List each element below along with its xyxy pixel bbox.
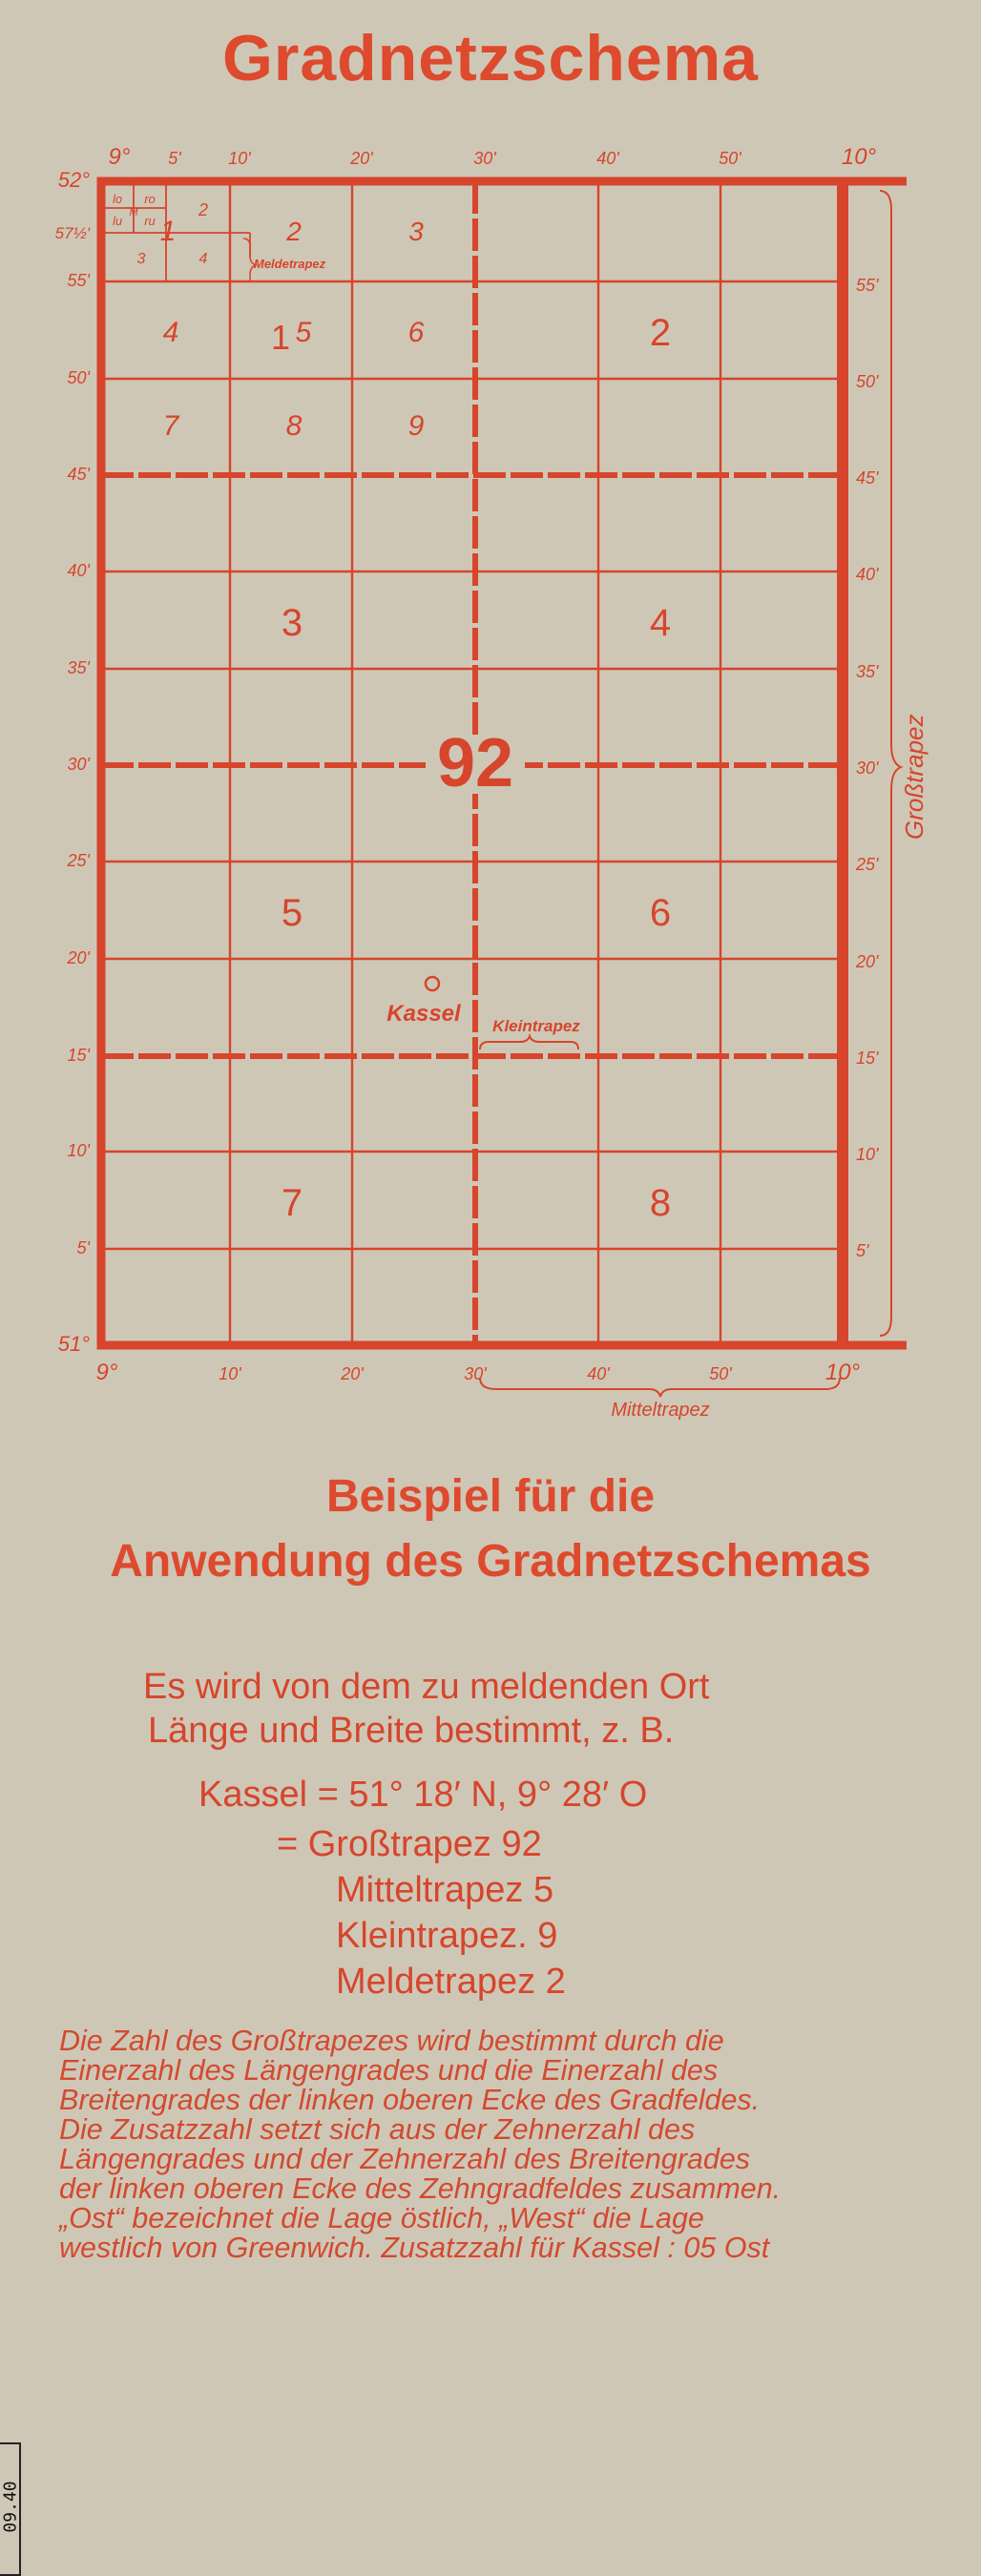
kleintrapez-number: 2: [286, 217, 302, 246]
lat-label-right: 5': [856, 1241, 869, 1260]
lon-label-top: 30': [473, 149, 496, 168]
lon-label-top: 40': [596, 149, 619, 168]
meldetrapez-corner-label: lu: [112, 214, 123, 228]
example-result-mitteltrapez: Mitteltrapez 5: [336, 1870, 554, 1910]
example-result-grosstrapez: = Großtrapez 92: [277, 1824, 542, 1864]
lon-label-top: 10': [228, 149, 251, 168]
lat-label-left: 25': [67, 851, 90, 870]
lon-label-bottom: 30': [464, 1364, 487, 1383]
mitteltrapez-number: 4: [649, 602, 672, 644]
lon-label-bottom: 9°: [95, 1360, 118, 1385]
lat-label-left: 30': [67, 755, 90, 774]
kleintrapez-number: 1: [159, 216, 177, 247]
kleintrapez-number: 3: [408, 217, 424, 246]
grosstrapez-label: Großtrapez: [900, 714, 929, 840]
lon-label-bottom: 20': [341, 1364, 364, 1383]
lat-label-left: 55': [67, 271, 90, 290]
meldetrapez-corner-label: lo: [112, 192, 123, 206]
kleintrapez-number: 7: [162, 410, 179, 442]
lat-label-left: 50': [67, 368, 90, 387]
meldetrapez-corner-label: ru: [144, 214, 156, 228]
lon-label-bottom: 10': [219, 1364, 241, 1383]
lon-label-top: 50': [719, 149, 741, 168]
lon-label-bottom: 10°: [824, 1360, 861, 1385]
lon-label-bottom: 50': [709, 1364, 732, 1383]
lat-label-right: 10': [856, 1145, 879, 1164]
lon-label-top: 9°: [108, 144, 131, 170]
lat-label-left: 57½': [54, 224, 90, 242]
note-line: Die Zusatzzahl setzt sich aus der Zehnerzahl des: [59, 2113, 696, 2146]
mitteltrapez-number: 3: [281, 602, 303, 644]
lat-label-right: 30': [856, 758, 879, 778]
lat-label-left: 5': [76, 1238, 90, 1257]
example-heading-line1: Beispiel für die: [325, 1471, 656, 1522]
kleintrapez-label: Kleintrapez: [492, 1017, 580, 1035]
grosstrapez-bracket: [880, 191, 901, 1336]
mitteltrapez-bracket: [480, 1378, 840, 1397]
lat-label-left: 35': [67, 658, 90, 677]
lon-label-bottom: 40': [587, 1364, 610, 1383]
lat-label-left: 15': [67, 1046, 90, 1065]
lat-label-right: 40': [856, 565, 879, 584]
note-line: der linken oberen Ecke des Zehngradfeldes zusammen.: [59, 2172, 782, 2205]
kleintrapez-number: 8: [285, 410, 303, 442]
lat-label-right: 25': [856, 855, 879, 874]
kleintrapez-number: 1: [270, 318, 291, 357]
example-intro-line2: Länge und Breite bestimmt, z. B.: [148, 1711, 675, 1751]
mitteltrapez-number: 7: [281, 1182, 303, 1224]
lon-label-top: 10°: [841, 144, 877, 170]
example-intro-line1: Es wird von dem zu meldenden Ort: [143, 1667, 710, 1707]
lat-label-right: 55': [856, 276, 879, 295]
example-result-meldetrapez: Meldetrapez 2: [336, 1962, 566, 2002]
kassel-label: Kassel: [386, 1001, 461, 1027]
meldetrapez-number: 4: [198, 251, 208, 267]
kleintrapez-number: 6: [407, 317, 425, 348]
explanation-note: [59, 2026, 880, 2263]
lat-label-right: 15': [856, 1049, 879, 1068]
lat-label-left: 52°: [57, 168, 90, 192]
kleintrapez-number: 5: [295, 317, 312, 348]
mitteltrapez-number: 2: [649, 312, 672, 354]
edge-stamp: [0, 2442, 21, 2576]
example-result-kleintrapez: Kleintrapez. 9: [336, 1916, 558, 1956]
example-heading-line2: Anwendung des Gradnetzschemas: [110, 1536, 871, 1587]
example-heading: [0, 1465, 981, 1594]
lon-label-top: 5': [168, 149, 181, 168]
grosstrapez-number: 92: [436, 725, 514, 801]
mitteltrapez-number: 6: [649, 892, 672, 934]
lat-label-right: 45': [856, 468, 879, 488]
meldetrapez-corner-label: ro: [144, 192, 156, 206]
kleintrapez-bracket: [480, 1036, 578, 1049]
lat-label-right: 35': [856, 662, 879, 681]
lat-label-left: 20': [67, 948, 90, 967]
lat-label-left: 45': [67, 465, 90, 484]
lat-label-right: 50': [856, 372, 879, 391]
mitteltrapez-number: 8: [649, 1182, 672, 1224]
lat-label-left: 40': [67, 561, 90, 580]
kleintrapez-number: 9: [407, 410, 425, 442]
example-coordinates: Kassel = 51° 18′ N, 9° 28′ O: [198, 1775, 648, 1815]
note-line: Längengrades und der Zehnerzahl des Breitengrades: [59, 2143, 751, 2175]
lat-label-left: 51°: [57, 1332, 90, 1356]
mitteltrapez-label: Mitteltrapez: [611, 1400, 710, 1421]
meldetrapez-number: 2: [198, 200, 209, 219]
meldetrapez-corner-label: M: [129, 207, 138, 218]
meldetrapez-label: Meldetrapez: [254, 257, 326, 271]
mitteltrapez-number: 5: [281, 892, 303, 934]
meldetrapez-number: 3: [136, 251, 146, 267]
kleintrapez-number: 4: [162, 317, 179, 348]
note-line: Einerzahl des Längengrades und die Einerzahl des: [59, 2054, 719, 2087]
page-title: Gradnetzschema: [222, 22, 759, 94]
lon-label-top: 20': [350, 149, 373, 168]
note-line: Die Zahl des Großtrapezes wird bestimmt durch die: [59, 2025, 724, 2057]
edge-stamp-text: 09.40: [0, 2481, 21, 2533]
note-line: „Ost“ bezeichnet die Lage östlich, „West“ die Lage: [59, 2202, 704, 2234]
kassel-marker: [426, 977, 439, 990]
note-line: westlich von Greenwich. Zusatzzahl für Kassel : 05 Ost: [59, 2232, 770, 2264]
lat-label-left: 10': [67, 1141, 90, 1160]
note-line: Breitengrades der linken oberen Ecke des Gradfeldes.: [59, 2084, 761, 2116]
lat-label-right: 20': [856, 952, 879, 971]
